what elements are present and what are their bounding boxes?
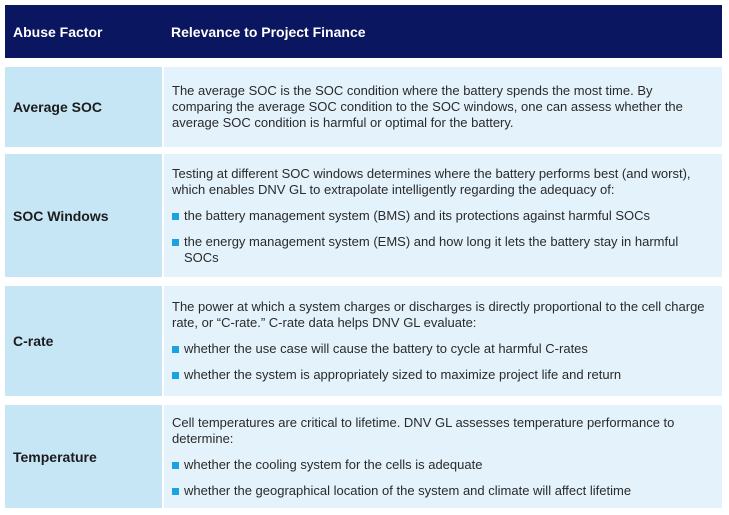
bullet-square-icon bbox=[172, 239, 179, 246]
table-row-temperature bbox=[5, 405, 722, 508]
bullet-square-icon bbox=[172, 462, 179, 469]
bullet-text: whether the system is appropriately sized to maximize project life and return bbox=[184, 367, 622, 382]
bullet-square-icon bbox=[172, 488, 179, 495]
row-description bbox=[164, 67, 722, 147]
list-item bbox=[172, 457, 710, 473]
row-text: The power at which a system charges or discharges is directly proportional to the cell charge rate, or “C-rate.” C-rate data helps DNV GL evaluate: bbox=[172, 299, 705, 330]
row-factor: Temperature bbox=[5, 405, 162, 508]
table-row-soc-windows bbox=[5, 154, 722, 277]
header-abuse-factor: Abuse Factor bbox=[13, 23, 103, 40]
row-text: The average SOC is the SOC condition where the battery spends the most time. By comparing the average SOC condition to the SOC windows, one can assess whether the average SOC condition is harmful or optimal for the battery. bbox=[172, 83, 683, 130]
bullet-text: whether the cooling system for the cells is adequate bbox=[184, 456, 483, 472]
list-item bbox=[172, 483, 710, 499]
row-description bbox=[164, 405, 722, 508]
bullet-square-icon bbox=[172, 346, 179, 353]
bullet-text: the battery management system (BMS) and its protections against harmful SOCs bbox=[184, 207, 651, 223]
bullet-square-icon bbox=[172, 372, 179, 379]
bullet-square-icon bbox=[172, 213, 179, 220]
row-text: Cell temperatures are critical to lifetime. DNV GL assesses temperature performance to determine: bbox=[172, 414, 675, 446]
list-item bbox=[172, 341, 710, 357]
table-header bbox=[5, 5, 722, 58]
list-item bbox=[172, 208, 710, 224]
bullet-text: whether the geographical location of the system and climate will affect lifetime bbox=[184, 482, 632, 498]
table-row-c-rate bbox=[5, 286, 722, 396]
bullet-text: the energy management system (EMS) and how long it lets the battery stay in harmful SOCs bbox=[184, 233, 679, 265]
row-description bbox=[164, 154, 722, 277]
row-factor: SOC Windows bbox=[5, 154, 162, 277]
table-row-average-soc bbox=[5, 67, 722, 147]
row-description bbox=[164, 286, 722, 396]
list-item bbox=[172, 234, 710, 266]
list-item bbox=[172, 367, 710, 383]
bullet-text: whether the use case will cause the battery to cycle at harmful C-rates bbox=[184, 341, 588, 356]
row-factor: C-rate bbox=[5, 286, 162, 396]
row-factor: Average SOC bbox=[5, 67, 162, 147]
header-relevance: Relevance to Project Finance bbox=[171, 23, 366, 40]
row-text: Testing at different SOC windows determines where the battery performs best (and worst), which enables DNV GL to extrapolate intelligently regarding the adequacy of: bbox=[172, 165, 691, 197]
